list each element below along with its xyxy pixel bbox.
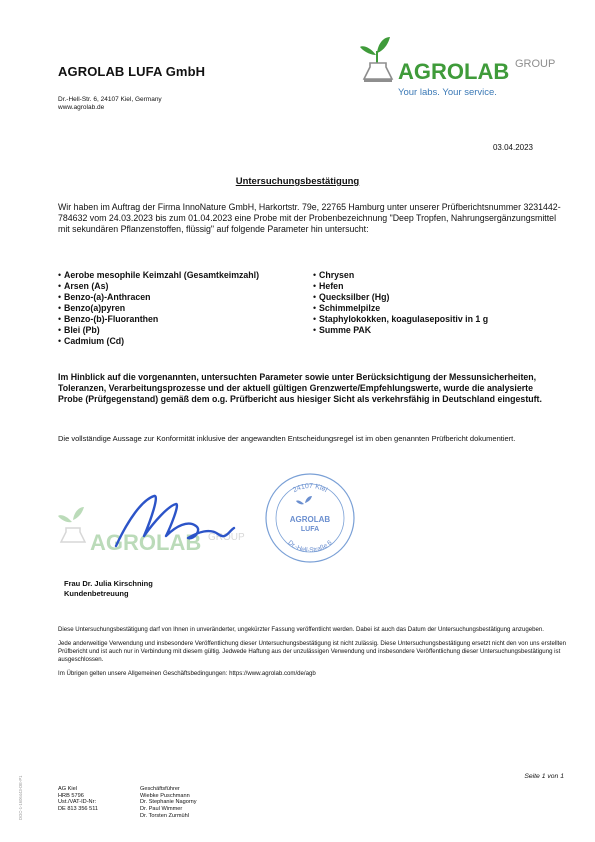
footer-line: AG Kiel bbox=[58, 786, 77, 792]
bullet-icon: • bbox=[58, 314, 62, 324]
footer-line: HRB 5796 bbox=[58, 792, 84, 799]
bullet-icon: • bbox=[313, 292, 317, 302]
bullet-icon: • bbox=[313, 270, 317, 280]
agrolab-logo bbox=[360, 33, 565, 99]
parameter-item bbox=[58, 314, 259, 325]
parameter-label: Benzo-(b)-Fluoranthen bbox=[64, 314, 159, 324]
address-line: Dr.-Hell-Str. 6, 24107 Kiel, Germany bbox=[58, 96, 162, 103]
page-number: Seite 1 von 1 bbox=[524, 773, 564, 780]
footer-line: Dr. Torsten Zurmühl bbox=[140, 812, 190, 819]
parameter-item bbox=[313, 270, 488, 281]
note-paragraph: Jede anderweitige Verwendung und insbesondere Veröffentlichung dieser Untersuchungsbestätigung ist nicht zulässig. Diese Untersuchungsbestätigung ersetzt nicht den von uns erstellten Prüfbericht und ist auch nur in Verbindung mit diesem gültig. Jedwede Haftung aus der unzulässigen Verwendung und insbesondere Veröffentlichung dieser Untersuchungsbestätigung ist ausgeschlossen. bbox=[58, 640, 567, 663]
bullet-icon: • bbox=[313, 281, 317, 291]
footer-line: DE 813 356 511 bbox=[58, 806, 99, 813]
parameter-label: Cadmium (Cd) bbox=[64, 336, 125, 346]
parameter-column-left bbox=[58, 270, 259, 347]
parameter-label: Benzo(a)pyren bbox=[64, 303, 126, 313]
company-address bbox=[58, 96, 162, 112]
svg-text:GROUP: GROUP bbox=[208, 532, 245, 543]
footer-management bbox=[140, 786, 197, 820]
bullet-icon: • bbox=[58, 292, 62, 302]
bullet-icon: • bbox=[313, 314, 317, 324]
parameter-item bbox=[58, 270, 259, 281]
svg-text:Dr.-Hell-Straße 6: Dr.-Hell-Straße 6 bbox=[286, 539, 334, 555]
document-date: 03.04.2023 bbox=[492, 143, 533, 152]
conformity-note: Die vollständige Aussage zur Konformität inklusive der angewandten Entscheidungsregel ist im oben genannten Prüfbericht dokumentiert. bbox=[58, 434, 516, 443]
signatory-name: Frau Dr. Julia Kirschning bbox=[64, 579, 153, 588]
bullet-icon: • bbox=[313, 325, 317, 335]
parameter-item bbox=[58, 336, 259, 347]
document-code: DOC-1-1606443-DE-P1 bbox=[18, 775, 23, 820]
bullet-icon: • bbox=[58, 336, 62, 346]
faded-logo-and-signature bbox=[58, 470, 288, 580]
parameter-label: Chrysen bbox=[319, 270, 355, 280]
company-name: AGROLAB LUFA GmbH bbox=[58, 64, 206, 79]
parameter-label: Schimmelpilze bbox=[319, 303, 381, 313]
parameter-item bbox=[313, 281, 488, 292]
parameter-label: Staphylokokken, koagulasepositiv in 1 g bbox=[319, 314, 489, 324]
website-line: www.agrolab.de bbox=[58, 104, 105, 111]
logo-brand-text: AGROLAB bbox=[398, 59, 510, 84]
stamp-graphic bbox=[262, 470, 358, 566]
note-paragraph: Im Übrigen gelten unsere Allgemeinen Geschäftsbedingungen: https://www.agrolab.com/de/agb bbox=[58, 670, 316, 677]
intro-paragraph: Wir haben im Auftrag der Firma InnoNature GmbH, Harkortstr. 79e, 22765 Hamburg unter unserer Prüfberichtsnummer 3231442-784632 vom 24.03.2023 bis zum 01.04.2023 eine Probe mit der Probenbezeichnung "Deep Tropfen, Nahrungsergänzungsmittel mit sekundären Pflanzenstoffen, flüssig" auf folgende Parameter hin untersucht: bbox=[58, 202, 561, 234]
bullet-icon: • bbox=[313, 303, 317, 313]
signatory-role: Kundenbetreuung bbox=[64, 589, 129, 598]
parameter-item bbox=[58, 292, 259, 303]
footer-line: Geschäftsführer bbox=[140, 786, 180, 792]
footer-line: Dr. Stephanie Nagorny bbox=[140, 799, 197, 806]
parameter-item bbox=[58, 303, 259, 314]
svg-text:LUFA: LUFA bbox=[300, 526, 320, 533]
parameter-label: Blei (Pb) bbox=[64, 325, 100, 335]
legal-notes bbox=[58, 626, 568, 684]
parameter-item bbox=[313, 325, 488, 336]
parameter-label: Hefen bbox=[319, 281, 344, 291]
svg-text:24107 Kiel: 24107 Kiel bbox=[291, 482, 329, 495]
lab-stamp bbox=[262, 470, 358, 566]
svg-text:AGROLAB: AGROLAB bbox=[289, 515, 331, 524]
note-paragraph: Diese Untersuchungsbestätigung darf von Ihnen in unveränderter, ungekürzter Fassung veröffentlicht werden. Dabei ist auch das Datum der Untersuchungsbestätigung anzugeben. bbox=[58, 626, 544, 633]
document-heading: Untersuchungsbestätigung bbox=[235, 176, 360, 187]
signature-area bbox=[58, 470, 288, 580]
conclusion-paragraph: Im Hinblick auf die vorgenannten, untersuchten Parameter sowie unter Berücksichtigung der Messunsicherheiten, Toleranzen, Verarbeitungsprozesse und der aktuell gültigen Grenzwerte/Empfehlungswerte, wurde die analysierte Probe (Prüfgegenstand) gemäß dem o.g. Prüfbericht aus hiesiger Sicht als verkehrsfähig in Deutschland eingestuft. bbox=[58, 372, 542, 404]
footer-line: Ust./VAT-ID-Nr: bbox=[58, 799, 97, 806]
bullet-icon: • bbox=[58, 281, 62, 291]
parameter-label: Arsen (As) bbox=[64, 281, 109, 291]
agrolab-logo-graphic bbox=[360, 33, 565, 99]
parameter-item bbox=[58, 281, 259, 292]
parameter-item bbox=[58, 325, 259, 336]
bullet-icon: • bbox=[58, 270, 62, 280]
parameter-item bbox=[313, 292, 488, 303]
logo-tagline-text: Your labs. Your service. bbox=[398, 87, 497, 98]
parameter-item bbox=[313, 314, 488, 325]
parameter-label: Benzo-(a)-Anthracen bbox=[64, 292, 151, 302]
parameter-label: Quecksilber (Hg) bbox=[319, 292, 390, 302]
signatory bbox=[64, 579, 153, 599]
svg-text:AGROLAB: AGROLAB bbox=[90, 530, 202, 555]
logo-group-text: GROUP bbox=[515, 58, 556, 70]
parameter-label: Summe PAK bbox=[319, 325, 372, 335]
footer-line: Wiebke Puschmann bbox=[140, 792, 190, 799]
parameter-label: Aerobe mesophile Keimzahl (Gesamtkeimzahl) bbox=[64, 270, 260, 280]
bullet-icon: • bbox=[58, 325, 62, 335]
bullet-icon: • bbox=[58, 303, 62, 313]
footer-line: Dr. Paul Wimmer bbox=[140, 806, 183, 813]
footer-registration bbox=[58, 786, 98, 813]
parameter-column-right bbox=[313, 270, 488, 336]
parameter-item bbox=[313, 303, 488, 314]
